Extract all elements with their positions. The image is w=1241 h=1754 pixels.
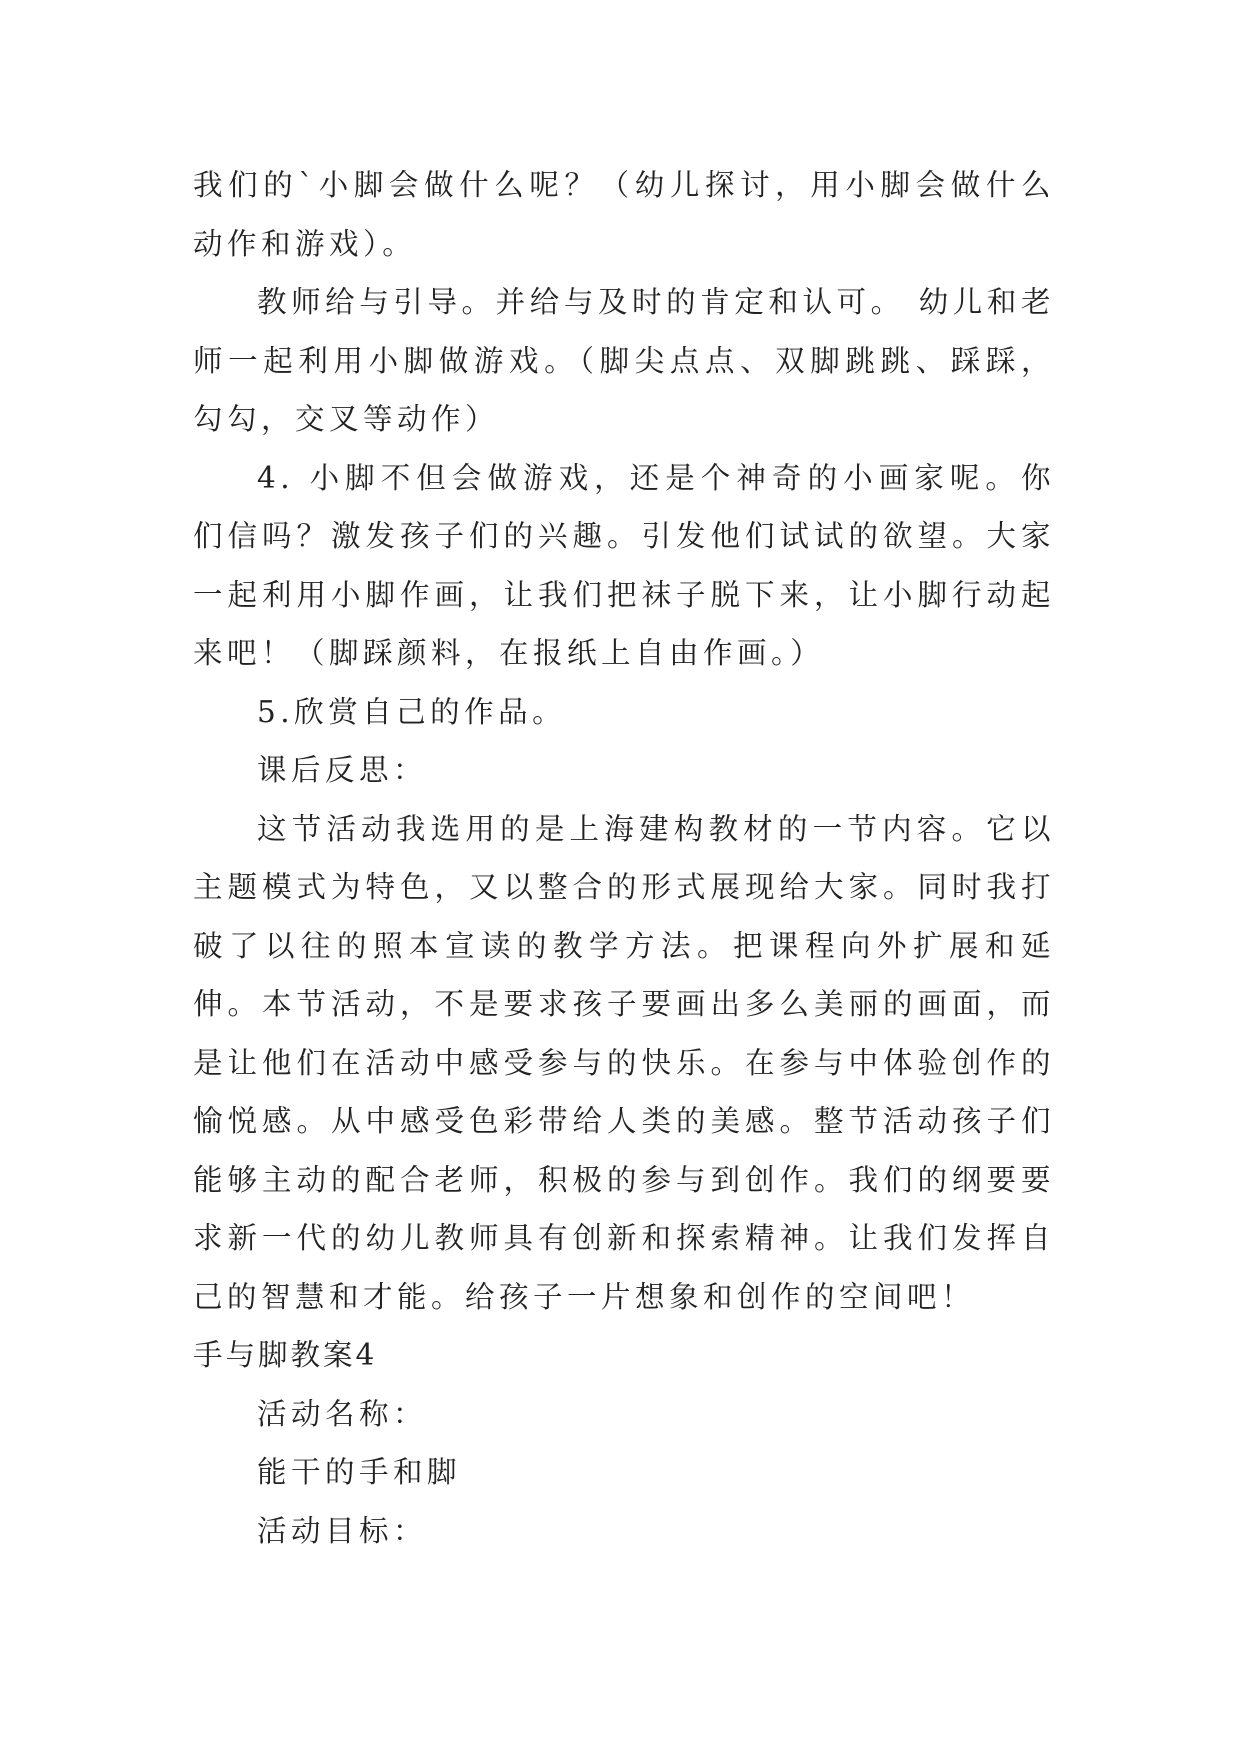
- paragraph-feet-question: 我们的`小脚会做什么呢？（幼儿探讨，用小脚会做什么动作和游戏）。: [193, 168, 1055, 261]
- paragraph-teacher-guide: 教师给与引导。并给与及时的肯定和认可。 幼儿和老师一起利用小脚做游戏。（脚尖点点、双脚跳跳、踩踩，勾勾，交叉等动作）: [193, 285, 1055, 436]
- paragraph-activity-name: 能干的手和脚: [257, 1455, 462, 1489]
- section-heading: 手与脚教案4: [193, 1338, 378, 1372]
- paragraph-step-5: 5.欣赏自己的作品。: [257, 694, 567, 729]
- document-body: [193, 156, 1055, 1560]
- paragraph-reflection-body: 这节活动我选用的是上海建构教材的一节内容。它以主题模式为特色，又以整合的形式展现给大家。同时我打破了以往的照本宣读的教学方法。把课程向外扩展和延伸。本节活动，不是要求孩子要画出多么美丽的画面，而是让他们在活动中感受参与的快乐。在参与中体验创作的愉悦感。从中感受色彩带给人类的美感。整节活动孩子们能够主动的配合老师，积极的参与到创作。我们的纲要要求新一代的幼儿教师具有创新和探索精神。让我们发挥自己的智慧和才能。给孩子一片想象和创作的空间吧！: [193, 811, 1055, 1314]
- paragraph-reflection-label: 课后反思：: [257, 753, 428, 787]
- paragraph-activity-name-label: 活动名称：: [257, 1396, 428, 1431]
- paragraph-step-4: 4. 小脚不但会做游戏，还是个神奇的小画家呢。你们信吗？激发孩子们的兴趣。引发他们试试的欲望。大家一起利用小脚作画，让我们把袜子脱下来，让小脚行动起来吧！（脚踩颜料，在报纸上自由作画。）: [193, 460, 1055, 670]
- paragraph-activity-goal-label: 活动目标：: [257, 1513, 428, 1548]
